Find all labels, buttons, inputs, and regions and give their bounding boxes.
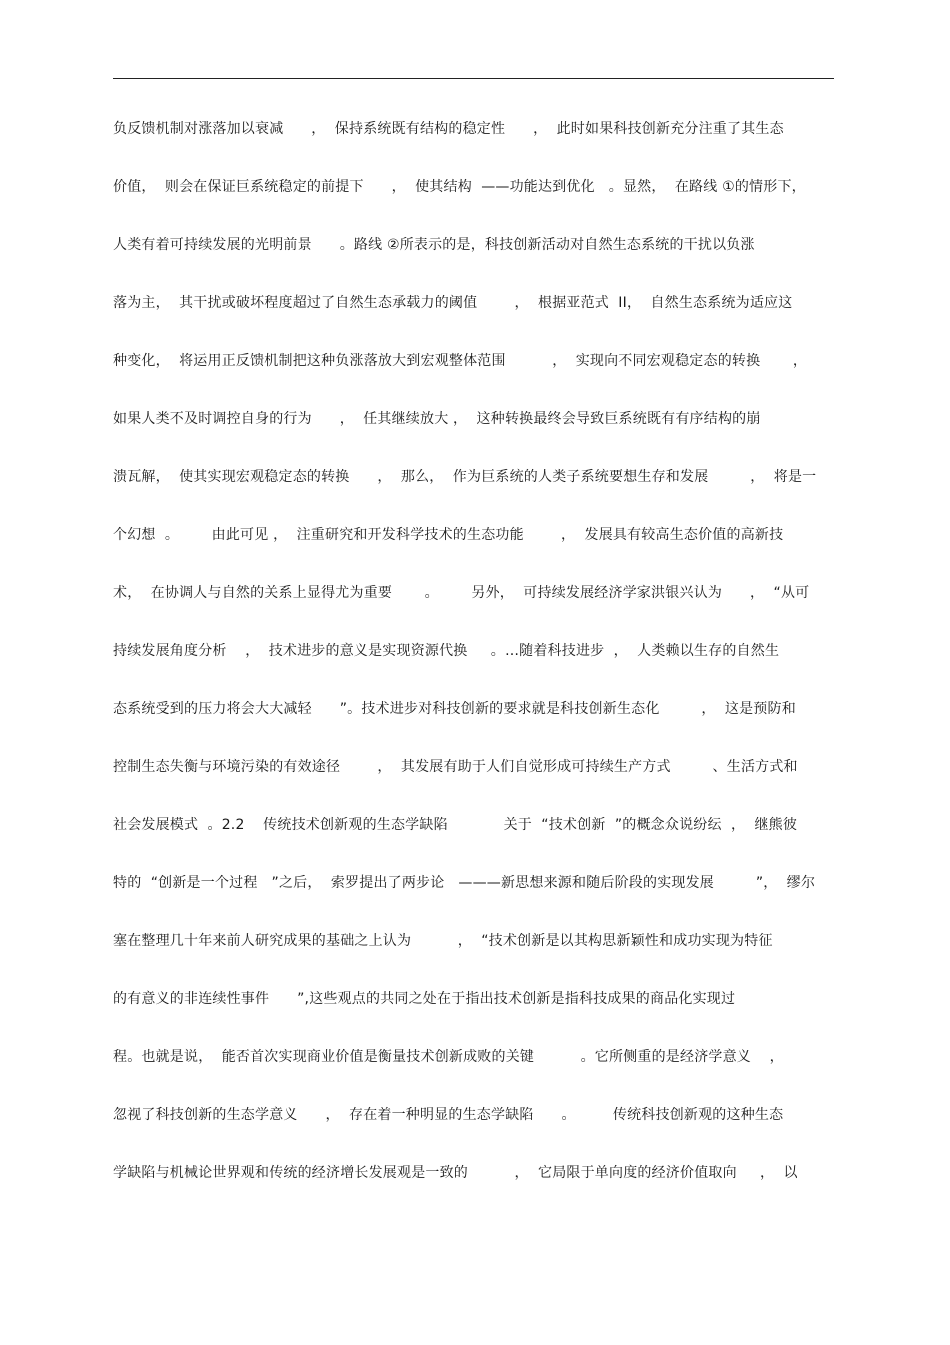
header-rule (113, 78, 834, 79)
text-line: 术， 在协调人与自然的关系上显得尤为重要 。 另外， 可持续发展经济学家洪银兴认为 ， “从可 (113, 585, 810, 601)
text-line: 学缺陷与机械论世界观和传统的经济增长发展观是一致的 ， 它局限于单向度的经济价值取向 ， 以 (113, 1165, 798, 1181)
text-line: 负反馈机制对涨落加以衰减 ， 保持系统既有结构的稳定性 ， 此时如果科技创新充分注重了其生态 (113, 121, 784, 137)
text-line: 种变化， 将运用正反馈机制把这种负涨落放大到宏观整体范围 ， 实现向不同宏观稳定态的转换 ， (113, 353, 808, 369)
text-line: 如果人类不及时调控自身的行为 ， 任其继续放大 ， 这种转换最终会导致巨系统既有有序结构的崩 (113, 411, 761, 427)
text-line: 持续发展角度分析 ， 技术进步的意义是实现资源代换 。…随着科技进步 ， 人类赖以生存的自然生 (113, 643, 780, 659)
text-line: 忽视了科技创新的生态学意义 ， 存在着一种明显的生态学缺陷 。 传统科技创新观的这种生态 (113, 1107, 784, 1123)
text-line: 塞在整理几十年来前人研究成果的基础之上认为 ， “技术创新是以其构思新颖性和成功实现为特征 (113, 933, 773, 949)
text-line: 个幻想 。 由此可见 ， 注重研究和开发科学技术的生态功能 ， 发展具有较高生态价值的高新技 (113, 527, 784, 543)
text-line: 人类有着可持续发展的光明前景 。路线 ②所表示的是，科技创新活动对自然生态系统的干扰以负涨 (113, 237, 755, 253)
text-line: 特的 “创新是一个过程 ”之后， 索罗提出了两步论 ———新思想来源和随后阶段的实现发展 ”， 缪尔 (113, 875, 816, 891)
text-line: 态系统受到的压力将会大大减轻 ”。技术进步对科技创新的要求就是科技创新生态化 ， 这是预防和 (113, 701, 796, 717)
text-line: 社会发展模式 。2.2 传统技术创新观的生态学缺陷 关于 “技术创新 ”的概念众说纷纭 ， 继熊彼 (113, 817, 798, 833)
text-line: 落为主， 其干扰或破坏程度超过了自然生态承载力的阈值 ， 根据亚范式 II， 自然生态系统为适应这 (113, 295, 793, 311)
text-line: 溃瓦解， 使其实现宏观稳定态的转换 ， 那么， 作为巨系统的人类子系统要想生存和发展 ， 将是一 (113, 469, 817, 485)
text-line: 的有意义的非连续性事件 ”,这些观点的共同之处在于指出技术创新是指科技成果的商品化实现过 (113, 991, 736, 1007)
text-line: 价值， 则会在保证巨系统稳定的前提下 ， 使其结构 ——功能达到优化 。显然， 在路线 ①的情形下， (113, 179, 806, 195)
text-line: 程。也就是说， 能否首次实现商业价值是衡量技术创新成败的关键 。它所侧重的是经济学意义 ， (113, 1049, 784, 1065)
text-line: 控制生态失衡与环境污染的有效途径 ， 其发展有助于人们自觉形成可持续生产方式 、生活方式和 (113, 759, 798, 775)
